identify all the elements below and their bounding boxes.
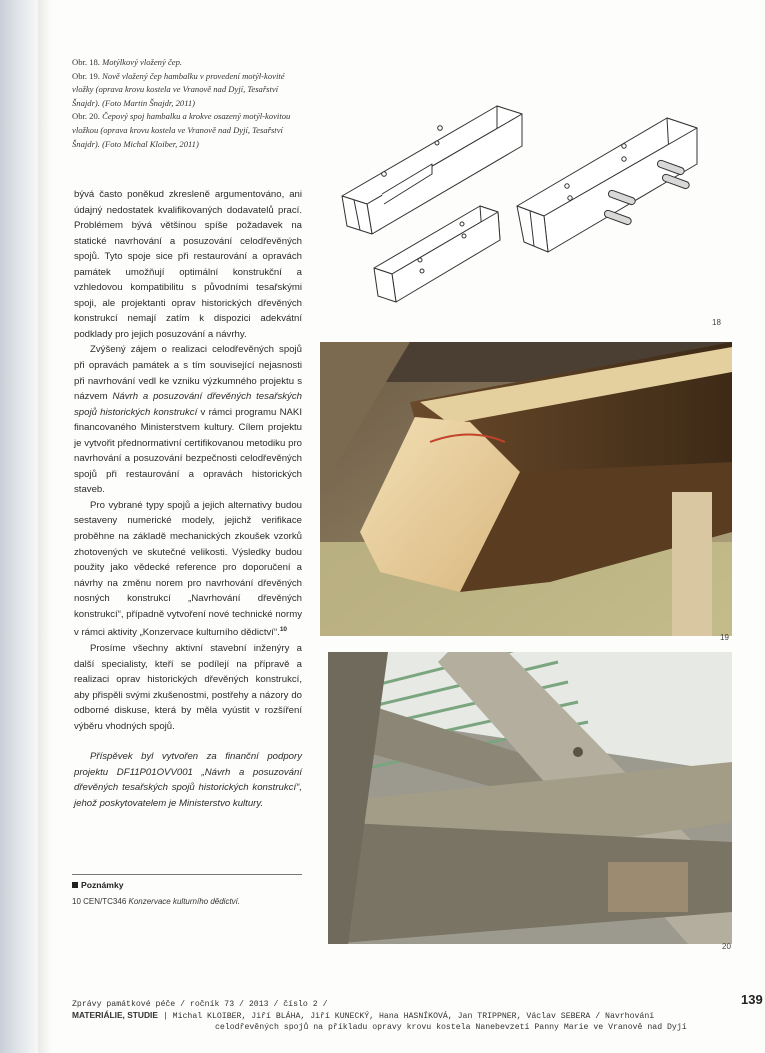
figure-number: 19 xyxy=(720,633,729,642)
note-number: 10 xyxy=(72,897,81,906)
page-number: 139 xyxy=(741,992,763,1007)
section-name: MATERIÁLIE, STUDIE xyxy=(72,1010,158,1020)
caption-19 xyxy=(72,70,302,111)
note-text: Konzervace kulturního dědictví. xyxy=(128,897,241,906)
paragraph: bývá často poněkud zkresleně argumentováno, ani údajný nedostatek kvalifikovaných dodavatelů prací. Problémem bývá většinou spíše požadavek na statické navrhování a posuzování celodřevěných spojů. Tyto spoje sice při restaurování a opravách památek umožňují optimální konstrukční a vzhledovou kompatibilitu s původními tesařskými spoji, ale projektanti oprav historických dřevěných konstrukcí nemají zatím k dispozici adekvátní podklady pro jejich posuzování a návrhy. xyxy=(74,189,302,340)
figure-number: 18 xyxy=(712,318,721,327)
article-body xyxy=(74,187,302,812)
paragraph-text: Pro vybrané typy spojů a jejich alternativy budou sestaveny numerické modely, jejichž verifikace proběhne na základě mechanických zkoušek vzorků zhotovených ve skutečné velikosti. Výsledky budou použity jako vědecké reference pro doporučení a návrhy na změnu norem pro navrhování dřevěných nosných konstrukcí „Navrhování dřevěných konstrukcí“, případně vytvoření nové technické normy v rámci aktivity „Konzervace kulturního dědictví“. xyxy=(74,499,302,639)
notes-divider xyxy=(72,874,302,875)
paragraph xyxy=(74,342,302,497)
acknowledgement xyxy=(74,749,302,811)
page-footer xyxy=(72,999,737,1033)
caption-number: Obr. 19. xyxy=(72,70,100,81)
authors-line: | Michal KLOIBER, Jiří BLÁHA, Jiří KUNECKÝ, Hana HASNÍKOVÁ, Jan TRIPPNER, Václav SEBERA / Navrhování xyxy=(157,1012,655,1021)
beam-joint-photo xyxy=(320,342,732,636)
notes-heading-text: Poznámky xyxy=(81,880,124,890)
paragraph-text: Zvýšený zájem o realizaci celodřevěných spojů při opravách památek a s tím související nejasnosti při navrhování vedl ke vzniku výzkumného projektu s názvem xyxy=(74,344,302,403)
figure-18-drawing xyxy=(312,46,732,316)
roof-truss-photo xyxy=(328,652,732,944)
footnote-ref[interactable]: 10 xyxy=(279,626,288,634)
acknowledgement-text: Příspěvek byl vytvořen za finanční podpory projektu DF11P01OVV001 „Návrh a posuzování dřevěných tesařských spojů historických konstrukcí“, jehož poskytovatelem je Ministerstvo kultury. xyxy=(74,751,302,809)
caption-18 xyxy=(72,56,302,70)
paragraph-text: v rámci programu NAKI financovaného Ministerstvem kultury. Cílem projektu je vytvořit přednormativní certifikovanou metodiku pro navrhování a posuzování bezpečnosti celodřevěných spojů při restaurování a opravách historických staveb. xyxy=(74,406,302,496)
caption-text: Motýlkový vložený čep. xyxy=(102,57,183,67)
paragraph xyxy=(74,498,302,641)
paragraph: Prosíme všechny aktivní stavební inženýry a další specialisty, kteří se podílejí na přípravě a realizaci oprav historických dřevěných konstrukcí, aby přispěli svými zkušenostmi, postřehy a názory do odborné diskuse, která by měla vyústit v rozšíření výběru vhodných spojů. xyxy=(74,643,302,732)
journal-line: Zprávy památkové péče / ročník 73 / 2013 / číslo 2 / xyxy=(72,1000,328,1009)
gutter-shadow xyxy=(38,0,52,1053)
joint-line-drawing xyxy=(312,46,732,316)
notes-heading xyxy=(72,880,124,890)
book-spine-shadow xyxy=(0,0,38,1053)
section-line xyxy=(72,1010,737,1022)
caption-number: Obr. 18. xyxy=(72,57,100,67)
caption-number: Obr. 20. xyxy=(72,111,100,122)
square-bullet-icon xyxy=(72,882,78,888)
article-title-line: celodřevěných spojů na příkladu opravy krovu kostela Nanebevzetí Panny Marie ve Vranově nad Dyjí xyxy=(215,1023,687,1032)
caption-20 xyxy=(72,110,302,151)
note-prefix: CEN/TC346 xyxy=(83,897,129,906)
figure-19-photo[interactable] xyxy=(320,342,732,636)
figure-number: 20 xyxy=(722,942,731,951)
note-item xyxy=(72,897,240,906)
caption-text: Nově vložený čep hambalku v provedení motýl-kovité vložky (oprava krovu kostela ve Vranově nad Dyjí, Tesařství Šnajdr). (Foto Martin Šnajdr, 2011) xyxy=(72,70,285,108)
figure-captions xyxy=(72,56,302,151)
project-title: Návrh a posuzování dřevěných tesařských spojů historických konstrukcí xyxy=(74,391,302,418)
figure-20-photo[interactable] xyxy=(328,652,732,944)
caption-text: Čepový spoj hambalku a krokve osazený motýl-kovitou vložkou (oprava krovu kostela ve Vranově nad Dyjí, Tesařství Šnajdr). (Foto Michal Kloiber, 2011) xyxy=(72,111,291,149)
